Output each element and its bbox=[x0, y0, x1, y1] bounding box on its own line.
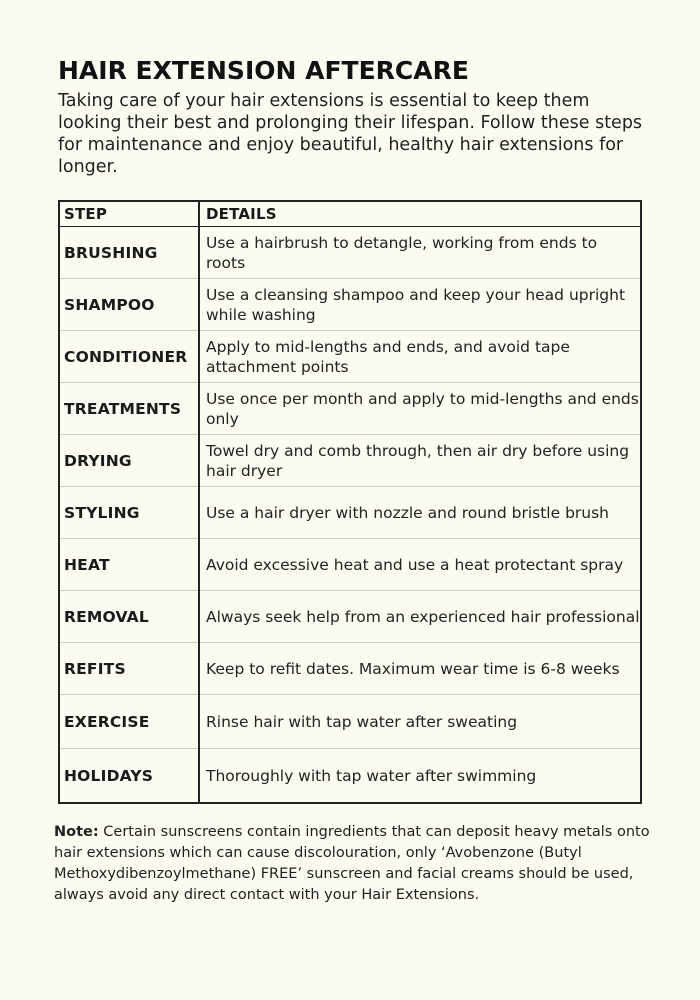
step-cell: TREATMENTS bbox=[59, 383, 199, 435]
step-cell: REMOVAL bbox=[59, 591, 199, 643]
details-cell: Apply to mid-lengths and ends, and avoid tape attachment points bbox=[199, 331, 641, 383]
details-cell: Thoroughly with tap water after swimming bbox=[206, 766, 537, 785]
details-cell: Use a cleansing shampoo and keep your head upright while washing bbox=[199, 279, 641, 331]
table-row bbox=[59, 435, 641, 487]
table-header-row bbox=[59, 201, 641, 227]
details-cell: Use a hair dryer with nozzle and round bristle brush bbox=[199, 487, 641, 539]
details-cell: Use once per month and apply to mid-lengths and ends only bbox=[199, 383, 641, 435]
step-cell: CONDITIONER bbox=[59, 331, 199, 383]
note-label: Note: bbox=[54, 824, 99, 840]
page-title: HAIR EXTENSION AFTERCARE bbox=[58, 56, 469, 85]
details-cell: Use a hairbrush to detangle, working from ends to roots bbox=[199, 227, 641, 279]
details-cell: Towel dry and comb through, then air dry before using hair dryer bbox=[199, 435, 641, 487]
note-paragraph bbox=[54, 822, 654, 906]
details-cell: Keep to refit dates. Maximum wear time is 6-8 weeks bbox=[199, 643, 641, 695]
table-row bbox=[59, 643, 641, 695]
intro-paragraph: Taking care of your hair extensions is essential to keep them looking their best and prolonging their lifespan. Follow these steps for maintenance and enjoy beautiful, healthy hair extensions for longer. bbox=[58, 91, 643, 177]
table-row bbox=[59, 695, 641, 749]
step-cell: SHAMPOO bbox=[59, 279, 199, 331]
column-header-details: DETAILS bbox=[199, 201, 641, 227]
table-row bbox=[59, 749, 641, 804]
table-row bbox=[59, 227, 641, 279]
table-row bbox=[59, 331, 641, 383]
step-cell: STYLING bbox=[59, 487, 199, 539]
details-cell: Rinse hair with tap water after sweating bbox=[199, 695, 641, 749]
table-row bbox=[59, 383, 641, 435]
step-cell: HEAT bbox=[59, 539, 199, 591]
step-cell: REFITS bbox=[59, 643, 199, 695]
details-cell: Avoid excessive heat and use a heat protectant spray bbox=[199, 539, 641, 591]
step-cell: EXERCISE bbox=[59, 695, 199, 749]
note-text: Certain sunscreens contain ingredients that can deposit heavy metals onto hair extensions which can cause discolouration, only ‘Avobenzone (Butyl Methoxydibenzoylmethane) FREE’ sunscreen and facial creams should be used, always avoid any direct contact with your Hair Extensions. bbox=[54, 824, 650, 903]
table-row bbox=[59, 591, 641, 643]
step-cell: DRYING bbox=[59, 435, 199, 487]
step-cell: BRUSHING bbox=[59, 227, 199, 279]
aftercare-table bbox=[58, 200, 642, 804]
table-row bbox=[59, 539, 641, 591]
table-row bbox=[59, 487, 641, 539]
column-header-step: STEP bbox=[59, 201, 199, 227]
step-cell: HOLIDAYS bbox=[59, 749, 199, 804]
details-cell: Always seek help from an experienced hair professional bbox=[199, 591, 641, 643]
table-row bbox=[59, 279, 641, 331]
